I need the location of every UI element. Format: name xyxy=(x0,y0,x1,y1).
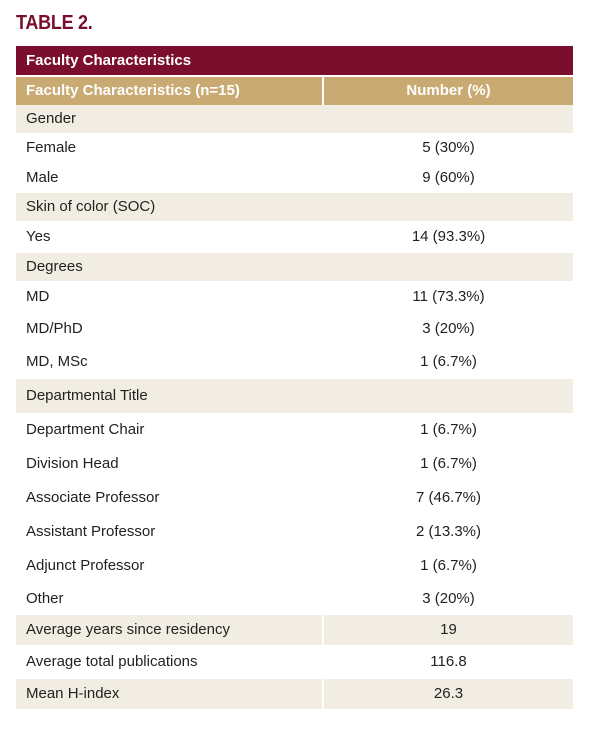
row-value: 3 (20%) xyxy=(422,590,475,607)
row-value: 1 (6.7%) xyxy=(420,455,477,472)
table-row xyxy=(16,163,573,193)
table-row xyxy=(16,645,573,679)
row-value: 116.8 xyxy=(430,653,467,670)
table-body xyxy=(16,105,573,709)
table-title: Faculty Characteristics xyxy=(16,46,573,75)
row-label: Yes xyxy=(26,228,51,245)
row-label: Female xyxy=(26,139,77,156)
row-value: 14 (93.3%) xyxy=(411,228,486,245)
row-value xyxy=(324,193,573,221)
row-label: Associate Professor xyxy=(26,489,160,506)
row-value xyxy=(324,253,573,281)
table-row xyxy=(16,515,573,549)
row-value xyxy=(324,105,573,133)
row-label: Degrees xyxy=(26,258,83,275)
table-header xyxy=(16,77,573,105)
table-label: TABLE 2. xyxy=(16,12,93,34)
row-label: MD/PhD xyxy=(26,320,83,337)
row-label: MD xyxy=(26,288,50,305)
table-row xyxy=(16,313,573,345)
row-value: 19 xyxy=(440,621,457,638)
table-row xyxy=(16,615,573,645)
table-row xyxy=(16,105,573,133)
row-label: Assistant Professor xyxy=(26,523,156,540)
table-row xyxy=(16,133,573,163)
row-label: Adjunct Professor xyxy=(26,557,145,574)
table-row xyxy=(16,253,573,281)
table-row xyxy=(16,549,573,583)
row-value: 7 (46.7%) xyxy=(415,489,482,506)
table-row xyxy=(16,379,573,413)
table-row xyxy=(16,281,573,313)
table-row xyxy=(16,583,573,615)
table-row xyxy=(16,221,573,253)
column-header-number: Number (%) xyxy=(406,82,491,99)
row-label: Mean H-index xyxy=(16,679,324,709)
faculty-table xyxy=(16,46,573,709)
row-label: Division Head xyxy=(26,455,119,472)
row-value: 3 (20%) xyxy=(422,320,475,337)
row-label: MD, MSc xyxy=(26,353,88,370)
row-value: 2 (13.3%) xyxy=(415,523,482,540)
row-label: Other xyxy=(26,590,64,607)
row-label: Average total publications xyxy=(26,653,198,670)
row-value: 26.3 xyxy=(433,685,464,702)
row-value: 1 (6.7%) xyxy=(420,353,477,370)
row-value: 1 (6.7%) xyxy=(420,557,477,574)
table-row xyxy=(16,345,573,379)
table-row xyxy=(16,193,573,221)
row-value: 9 (60%) xyxy=(422,169,475,186)
row-label: Gender xyxy=(26,110,77,127)
row-label: Department Chair xyxy=(26,421,145,438)
column-header-characteristics: Faculty Characteristics (n=15) xyxy=(16,77,324,105)
row-value: 5 (30%) xyxy=(422,139,475,156)
row-value: 1 (6.7%) xyxy=(420,421,477,438)
row-label: Average years since residency xyxy=(16,615,324,645)
row-label: Male xyxy=(26,169,59,186)
row-label: Skin of color (SOC) xyxy=(26,198,156,215)
table-row xyxy=(16,481,573,515)
row-label: Departmental Title xyxy=(26,387,148,404)
table-row xyxy=(16,679,573,709)
row-value: 11 (73.3%) xyxy=(412,288,485,305)
table-row xyxy=(16,413,573,447)
row-value xyxy=(324,379,573,413)
table-row xyxy=(16,447,573,481)
